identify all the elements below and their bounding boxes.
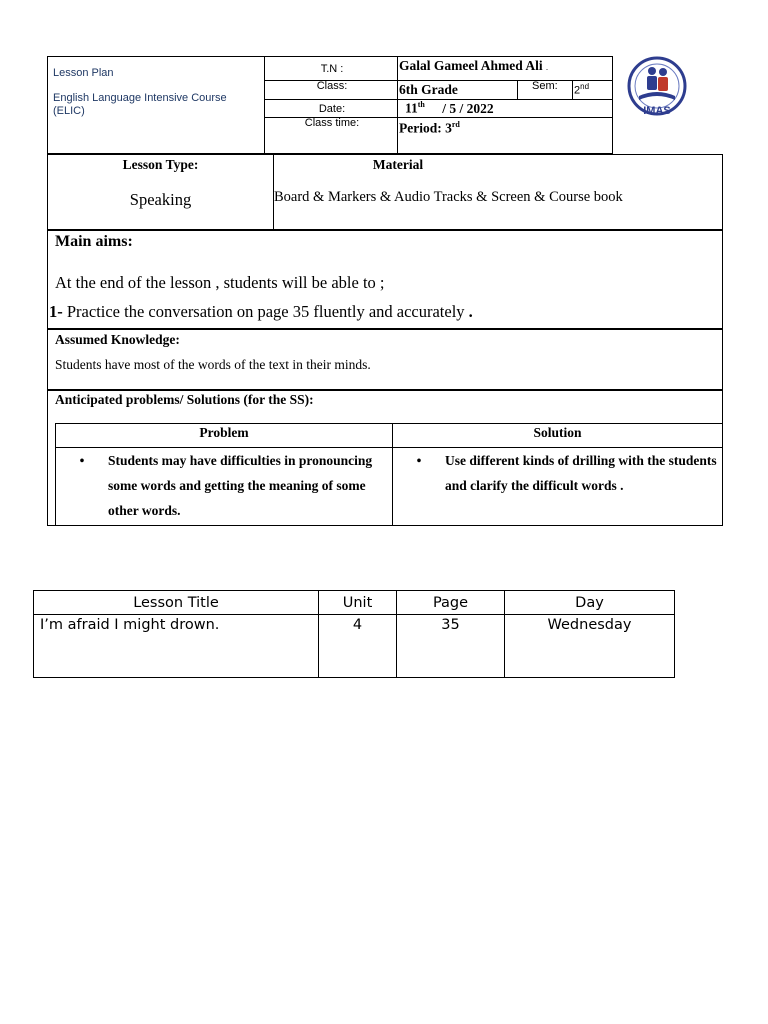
svg-text:IMAS: IMAS bbox=[643, 105, 671, 117]
date-label: Date: bbox=[318, 103, 346, 115]
teacher-suffix: . bbox=[546, 63, 548, 72]
bullet-icon: • bbox=[79, 453, 85, 468]
teacher-name: Galal Gameel Ahmed Ali bbox=[399, 58, 543, 73]
header-course-box bbox=[47, 56, 265, 154]
material-value: Board & Markers & Audio Tracks & Screen & Course book bbox=[274, 189, 623, 205]
lesson-info-table bbox=[33, 590, 675, 678]
class-value: 6th Grade bbox=[399, 82, 458, 97]
page-header: Page bbox=[397, 591, 505, 615]
day-header: Day bbox=[505, 591, 675, 615]
course-name: English Language Intensive Course (ELIC) bbox=[53, 92, 227, 117]
solution-column-header: Solution bbox=[393, 424, 723, 448]
class-label: Class: bbox=[316, 80, 348, 92]
knowledge-text: Students have most of the words of the text in their minds. bbox=[55, 357, 371, 372]
date-value: 11th / 5 / 2022 bbox=[405, 100, 494, 116]
knowledge-heading: Assumed Knowledge: bbox=[55, 332, 180, 347]
school-logo bbox=[622, 56, 692, 120]
sem-sup: nd bbox=[580, 82, 590, 91]
lesson-type-material-box bbox=[47, 154, 723, 231]
main-aims-item: 1- Practice the conversation on page 35 fluently and accurately . bbox=[49, 302, 473, 321]
assumed-knowledge-box bbox=[47, 328, 723, 391]
tn-label: T.N : bbox=[320, 63, 344, 75]
problems-heading: Anticipated problems/ Solutions (for the SS): bbox=[55, 392, 314, 407]
main-aims-box bbox=[47, 229, 723, 330]
unit-cell: 4 bbox=[319, 615, 397, 678]
page-cell: 35 bbox=[397, 615, 505, 678]
lesson-title-cell: I’m afraid I might drown. bbox=[34, 615, 319, 678]
problem-cell bbox=[56, 448, 393, 526]
lesson-title-header: Lesson Title bbox=[34, 591, 319, 615]
header-values-box bbox=[397, 56, 613, 154]
lesson-type-value: Speaking bbox=[129, 190, 192, 209]
solution-cell bbox=[393, 448, 723, 526]
unit-header: Unit bbox=[319, 591, 397, 615]
lesson-type-label: Lesson Type: bbox=[122, 157, 199, 172]
day-cell: Wednesday bbox=[505, 615, 675, 678]
period-value: Period: 3rd bbox=[399, 120, 460, 136]
material-label: Material bbox=[372, 157, 424, 172]
main-aims-heading: Main aims: bbox=[55, 233, 133, 250]
bullet-icon: • bbox=[416, 453, 422, 468]
problem-text: Students may have difficulties in pronouncing some words and getting the meaning of some other words. bbox=[108, 453, 373, 518]
solution-text: Use different kinds of drilling with the students and clarify the difficult words . bbox=[445, 453, 717, 493]
header-labels-box bbox=[264, 56, 398, 154]
problems-box bbox=[47, 389, 723, 526]
main-aims-intro: At the end of the lesson , students will be able to ; bbox=[55, 273, 385, 292]
sem-value: 2 bbox=[574, 84, 581, 97]
class-time-label: Class time: bbox=[304, 117, 360, 129]
sem-label: Sem: bbox=[532, 80, 558, 92]
doc-type-label: Lesson Plan bbox=[53, 67, 114, 79]
problem-column-header: Problem bbox=[56, 424, 393, 448]
problems-table bbox=[55, 423, 723, 526]
